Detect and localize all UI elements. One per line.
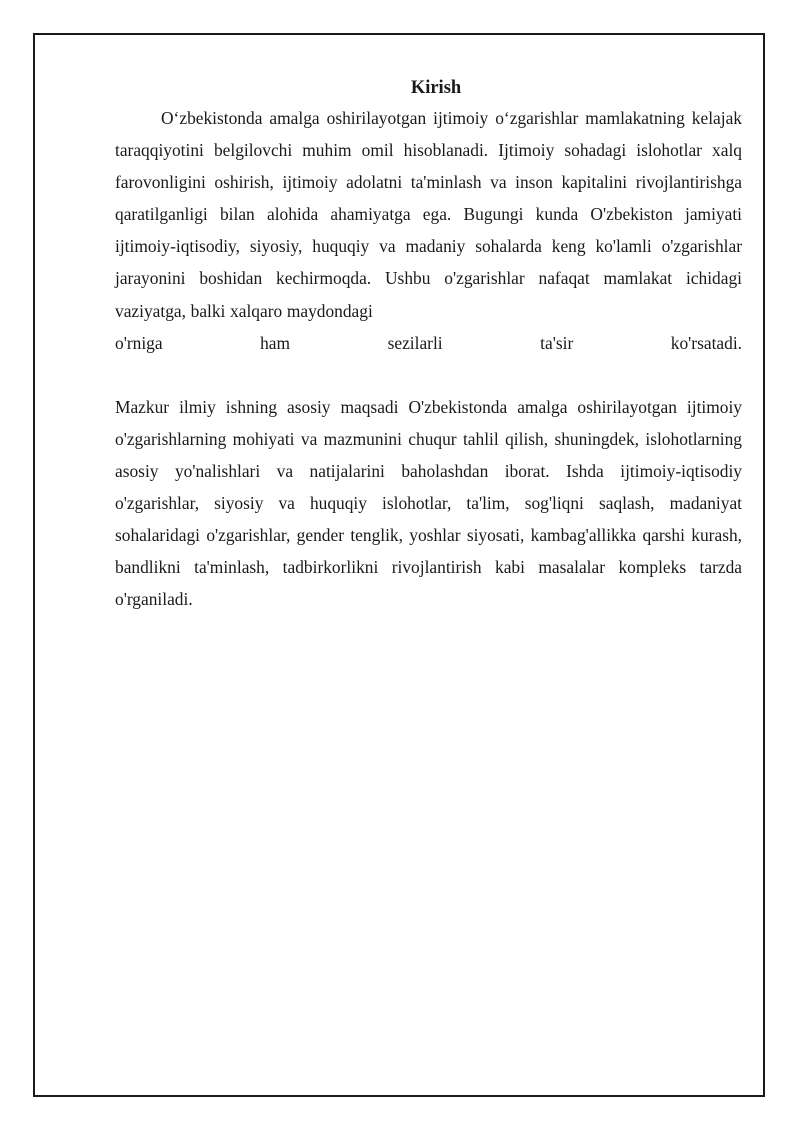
last-line-word: o'rniga — [115, 332, 163, 353]
paragraph-intro — [115, 102, 742, 359]
last-line-word: ko'rsatadi. — [670, 332, 742, 353]
document-title: Kirish — [410, 78, 462, 98]
paragraph-intro-text: O‘zbekistonda amalga oshirilayotgan ijtimoiy o‘zgarishlar mamlakatning kelajak taraqqiyotini belgilovchi muhim omil hisoblanadi. Ijtimoiy sohadagi islohotlar xalq farovonligini oshirish, ijtimoiy adolatni ta'minlash va inson kapitalini rivojlantirishga qaratilganligi bilan alohida ahamiyatga ega. Bugungi kunda O'zbekiston jamiyati ijtimoiy-iqtisodiy, siyosiy, huquqiy va madaniy sohalarda keng ko'lamli o'zgarishlar jarayonini boshidan kechirmoqda. Ushbu o'zgarishlar nafaqat mamlakat ichidagi vaziyatga, balki xalqaro maydondagi — [115, 108, 742, 321]
last-line-word: ham — [260, 332, 291, 353]
document-body — [115, 74, 742, 615]
paragraph-aim: Mazkur ilmiy ishning asosiy maqsadi O'zbekistonda amalga oshirilayotgan ijtimoiy o'zgarishlarning mohiyati va mazmunini chuqur tahlil qilish, shuningdek, islohotlarning asosiy yo'nalishlari va natijalarini baholashdan iborat. Ishda ijtimoiy-iqtisodiy o'zgarishlar, siyosiy va huquqiy islohotlar, ta'lim, sog'liqni saqlash, madaniyat sohalaridagi o'zgarishlar, gender tenglik, yoshlar siyosati, kambag'allikka qarshi kurash, bandlikni ta'minlash, tadbirkorlikni rivojlantirish kabi masalalar kompleks tarzda o'rganiladi. — [115, 396, 742, 610]
paragraph-intro-last-line — [115, 327, 742, 359]
paragraph-spacer — [115, 359, 742, 391]
last-line-word: ta'sir — [540, 332, 574, 353]
last-line-word: sezilarli — [387, 332, 443, 353]
